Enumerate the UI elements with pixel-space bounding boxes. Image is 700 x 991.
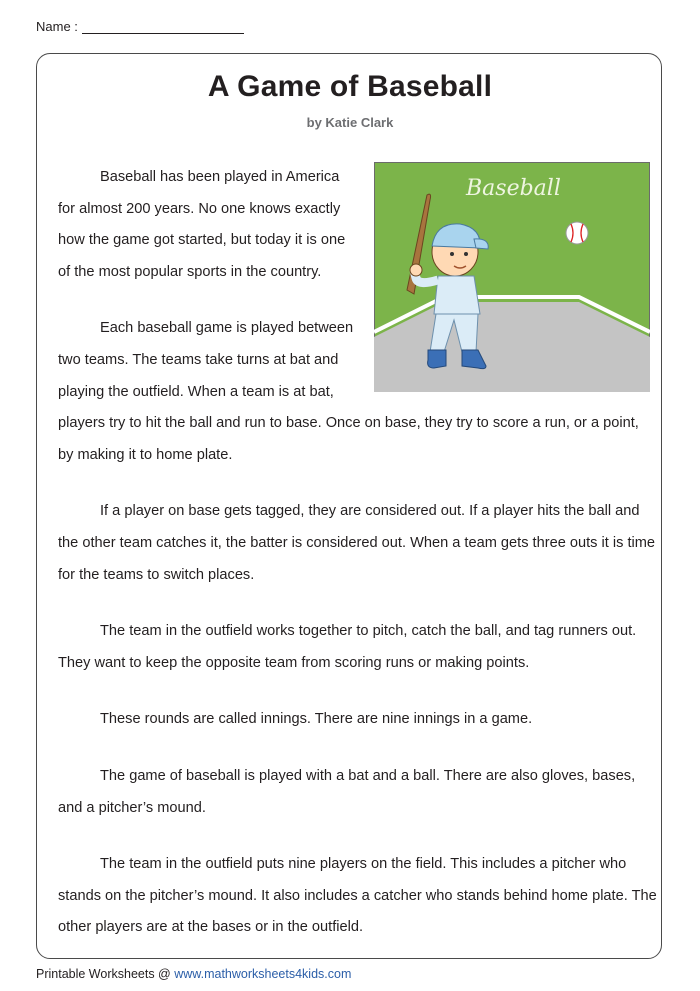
paragraph-7: The team in the outfield puts nine players on the field. This includes a pitcher who stands on the pitcher’s mound. It also includes a catcher who stands behind home plate. The other players are at the bases or in the outfield. bbox=[58, 856, 657, 936]
footer-site-link[interactable]: www.mathworksheets4kids.com bbox=[174, 967, 352, 981]
paragraph-4: The team in the outfield works together to pitch, catch the ball, and tag runners out. They want to keep the opposite team from scoring runs or making points. bbox=[58, 623, 637, 671]
paragraph-6: The game of baseball is played with a bat and a ball. There are also gloves, bases, and a pitcher’s mound. bbox=[58, 767, 636, 816]
footer bbox=[36, 967, 351, 981]
name-blank-line bbox=[82, 20, 244, 34]
baseball-icon bbox=[566, 222, 588, 244]
paragraph-2: Each baseball game is played between two teams. The teams take turns at bat and playing the outfield. When a team is at bat, players try to hit the ball and run to base. Once on base, they try to score a run, or a point, by making it to home plate. bbox=[58, 320, 639, 463]
paragraph-5: These rounds are called innings. There are nine innings in a game. bbox=[100, 711, 533, 728]
paragraph-3: If a player on base gets tagged, they are considered out. If a player hits the ball and the other team catches it, the batter is considered out. When a team gets three outs it is time for the teams to switch places. bbox=[58, 503, 656, 583]
paragraph-1: Baseball has been played in America for almost 200 years. No one knows exactly how the game got started, but today it is one of the most popular sports in the country. bbox=[58, 169, 346, 280]
author-byline: by Katie Clark bbox=[306, 115, 394, 130]
page-title: A Game of Baseball bbox=[207, 70, 493, 103]
passage bbox=[58, 162, 658, 969]
illustration-caption: Baseball bbox=[466, 176, 561, 201]
baseball-illustration bbox=[374, 162, 650, 392]
baseball-player-picture bbox=[374, 162, 650, 392]
name-field-row bbox=[36, 19, 244, 34]
name-label: Name : bbox=[36, 19, 78, 34]
footer-prefix: Printable Worksheets @ bbox=[36, 967, 171, 981]
